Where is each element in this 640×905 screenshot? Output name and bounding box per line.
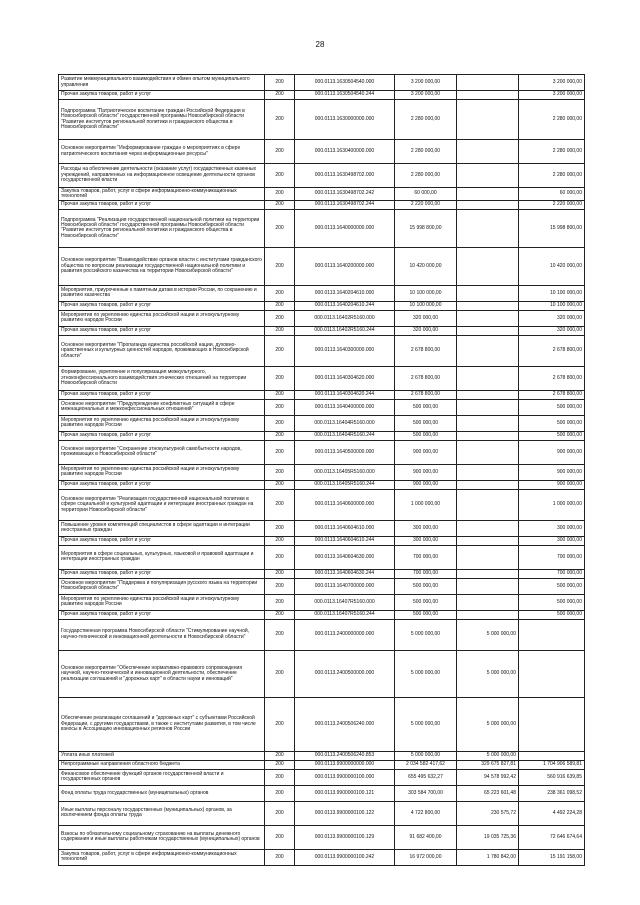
row-code: 200: [265, 91, 295, 100]
row-kbk: 000.0113.1640400000.000: [295, 399, 395, 415]
row-code: 200: [265, 489, 295, 520]
row-executed-amount: [457, 75, 519, 91]
table-row: [59, 390, 585, 399]
row-code: 200: [265, 399, 295, 415]
row-remaining-amount: 300 000,00: [519, 520, 585, 536]
row-remaining-amount: 300 000,00: [519, 536, 585, 545]
table-row: [59, 285, 585, 301]
row-kbk: 000.0113.1630400000.000: [295, 140, 395, 164]
row-name: Мероприятия по укреплению единства российской нации и этнокультурному развитию народов России: [59, 310, 265, 326]
row-executed-amount: [457, 610, 519, 619]
row-kbk: 000.0113.16404R5160.000: [295, 415, 395, 431]
row-executed-amount: [457, 520, 519, 536]
row-remaining-amount: 500 000,00: [519, 431, 585, 440]
row-executed-amount: [457, 431, 519, 440]
row-remaining-amount: 2 678 800,00: [519, 335, 585, 366]
row-remaining-amount: [519, 751, 585, 760]
row-name: Основное мероприятие "Реализация государственной национальной политики в сфере социальной и культурной адаптации и интеграции иностранных граждан на территории Новосибирской области": [59, 489, 265, 520]
row-approved-amount: 2 678 800,00: [395, 366, 457, 390]
row-approved-amount: 2 280 000,00: [395, 140, 457, 164]
row-kbk: 000.0113.1640500000.000: [295, 440, 395, 464]
row-executed-amount: [457, 200, 519, 209]
row-name: Взносы по обязательному социальному страхованию на выплаты денежного содержания и иные выплаты работникам государственных (муниципальных) органов: [59, 825, 265, 849]
row-approved-amount: 320 000,00: [395, 310, 457, 326]
row-kbk: 000.0113.1640604630.244: [295, 569, 395, 578]
row-approved-amount: 91 682 400,00: [395, 825, 457, 849]
row-code: 200: [265, 569, 295, 578]
row-kbk: 000.0113.9900000100.121: [295, 785, 395, 801]
row-executed-amount: [457, 326, 519, 335]
row-executed-amount: 1 780 842,00: [457, 849, 519, 865]
row-code: 200: [265, 801, 295, 825]
row-remaining-amount: 500 000,00: [519, 415, 585, 431]
row-executed-amount: [457, 536, 519, 545]
row-approved-amount: 4 722 800,00: [395, 801, 457, 825]
row-executed-amount: [457, 489, 519, 520]
row-executed-amount: [457, 464, 519, 480]
row-kbk: 000.0113.1630498702.244: [295, 200, 395, 209]
row-executed-amount: 5 000 000,00: [457, 619, 519, 650]
row-kbk: 000.0113.9900000100.122: [295, 801, 395, 825]
row-code: 200: [265, 825, 295, 849]
table-row: [59, 480, 585, 489]
row-code: 200: [265, 140, 295, 164]
row-kbk: 000.0113.1630000000.000: [295, 100, 395, 140]
row-approved-amount: 500 000,00: [395, 431, 457, 440]
row-executed-amount: [457, 310, 519, 326]
table-row: [59, 610, 585, 619]
row-approved-amount: 5 000 000,00: [395, 697, 457, 751]
row-kbk: 000.0113.16404R5160.244: [295, 431, 395, 440]
row-name: Обеспечение реализации соглашений и "дорожных карт" с субъектами Российской Федерации, с другими государствами, в также с институтами развития, в том числе взносы в Ассоциацию инновационных регионов России: [59, 697, 265, 751]
row-kbk: 000.0113.16407R5160.000: [295, 594, 395, 610]
row-name: Основное мероприятие "Пропаганда единства российской нации, духовно-нравственных и культурных ценностей народов, проживающих в Новосибирской области": [59, 335, 265, 366]
row-approved-amount: 500 000,00: [395, 415, 457, 431]
row-name: Прочая закупка товаров, работ и услуг: [59, 480, 265, 489]
row-name: Формирование, укрепление и популяризация межкультурного, этноконфессионального взаимодействия этнических отношений на территории Новосибирской области: [59, 366, 265, 390]
row-name: Прочая закупка товаров, работ и услуг: [59, 390, 265, 399]
table-row: [59, 75, 585, 91]
row-approved-amount: 2 280 000,00: [395, 164, 457, 188]
table-row: [59, 545, 585, 569]
row-executed-amount: [457, 390, 519, 399]
row-remaining-amount: 2 678 800,00: [519, 366, 585, 390]
row-remaining-amount: 60 000,00: [519, 188, 585, 201]
row-kbk: 000.0113.1640204610.000: [295, 285, 395, 301]
row-kbk: 000.0113.1630498702.242: [295, 188, 395, 201]
row-approved-amount: 10 100 000,00: [395, 301, 457, 310]
row-name: Непрограммные направления областного бюджета: [59, 760, 265, 769]
row-executed-amount: [457, 399, 519, 415]
row-name: Прочая закупка товаров, работ и услуг: [59, 431, 265, 440]
row-approved-amount: 700 000,00: [395, 545, 457, 569]
row-code: 200: [265, 440, 295, 464]
row-approved-amount: 2 280 000,00: [395, 100, 457, 140]
row-code: 200: [265, 301, 295, 310]
row-approved-amount: 3 200 000,00: [395, 75, 457, 91]
row-remaining-amount: 10 420 000,00: [519, 247, 585, 285]
row-code: 200: [265, 480, 295, 489]
row-executed-amount: [457, 545, 519, 569]
table-row: [59, 578, 585, 594]
row-code: 200: [265, 100, 295, 140]
row-kbk: 000.0113.9900000100.000: [295, 769, 395, 785]
row-kbk: 000.0113.16405R5160.244: [295, 480, 395, 489]
row-remaining-amount: 4 492 224,28: [519, 801, 585, 825]
table-row: [59, 326, 585, 335]
table-row: [59, 200, 585, 209]
row-kbk: 000.0113.1640604630.000: [295, 545, 395, 569]
row-code: 200: [265, 285, 295, 301]
row-kbk: 000.0113.1640604610.244: [295, 536, 395, 545]
row-remaining-amount: 500 000,00: [519, 594, 585, 610]
row-name: Мероприятия по укреплению единства российской нации и этнокультурному развитию народов России: [59, 415, 265, 431]
row-name: Основное мероприятие "Информирование граждан о мероприятиях в сфере патриотического воспитания через информационные ресурсы": [59, 140, 265, 164]
budget-table-body: [59, 75, 585, 866]
row-remaining-amount: 560 916 639,85: [519, 769, 585, 785]
row-code: 200: [265, 200, 295, 209]
row-name: Прочая закупка товаров, работ и услуг: [59, 569, 265, 578]
row-approved-amount: 700 000,00: [395, 569, 457, 578]
row-name: Финансовое обеспечение функций органов государственной власти и государственных органов: [59, 769, 265, 785]
table-row: [59, 440, 585, 464]
table-row: [59, 801, 585, 825]
row-name: Основное мероприятие "Сохранение этнокультурной самобытности народов, проживающих в Новосибирской области": [59, 440, 265, 464]
row-approved-amount: 500 000,00: [395, 594, 457, 610]
row-code: 200: [265, 520, 295, 536]
row-kbk: 000.0113.1640300000.000: [295, 335, 395, 366]
row-code: 200: [265, 751, 295, 760]
row-remaining-amount: 500 000,00: [519, 578, 585, 594]
row-code: 200: [265, 75, 295, 91]
row-code: 200: [265, 536, 295, 545]
row-approved-amount: 5 000 000,00: [395, 751, 457, 760]
row-approved-amount: 655 495 632,27: [395, 769, 457, 785]
row-code: 200: [265, 415, 295, 431]
row-remaining-amount: 900 000,00: [519, 464, 585, 480]
row-name: Прочая закупка товаров, работ и услуг: [59, 536, 265, 545]
row-executed-amount: [457, 164, 519, 188]
row-approved-amount: 10 420 000,00: [395, 247, 457, 285]
row-executed-amount: [457, 188, 519, 201]
row-kbk: 000.0113.1640000000.000: [295, 209, 395, 247]
row-executed-amount: [457, 415, 519, 431]
table-row: [59, 91, 585, 100]
row-remaining-amount: 700 000,00: [519, 545, 585, 569]
row-executed-amount: [457, 140, 519, 164]
row-executed-amount: 5 000 000,00: [457, 650, 519, 697]
row-approved-amount: 900 000,00: [395, 464, 457, 480]
row-name: Расходы на обеспечение деятельности (оказание услуг) государственных казенных учреждений, направленных на информационное освещение деятельности органов государственной власти: [59, 164, 265, 188]
row-remaining-amount: 15 191 158,00: [519, 849, 585, 865]
row-executed-amount: [457, 440, 519, 464]
row-name: Мероприятия по укреплению единства российской нации и этнокультурному развитию народов России: [59, 594, 265, 610]
row-code: 200: [265, 594, 295, 610]
table-row: [59, 785, 585, 801]
row-approved-amount: 5 000 000,00: [395, 650, 457, 697]
row-executed-amount: [457, 594, 519, 610]
row-approved-amount: 900 000,00: [395, 440, 457, 464]
row-kbk: 000.0113.16402R5160.000: [295, 310, 395, 326]
table-row: [59, 164, 585, 188]
row-code: 200: [265, 188, 295, 201]
table-row: [59, 536, 585, 545]
row-remaining-amount: [519, 650, 585, 697]
table-row: [59, 366, 585, 390]
budget-table: [58, 74, 585, 866]
row-name: Закупка товаров, работ, услуг в сфере информационно-коммуникационных технологий: [59, 188, 265, 201]
table-row: [59, 849, 585, 865]
row-code: 200: [265, 366, 295, 390]
row-name: Прочая закупка товаров, работ и услуг: [59, 301, 265, 310]
row-name: Основное мероприятие "Обеспечение нормативно-правового сопровождения научной, научно-технической и инновационной деятельности, обеспечение реализации соглашений и "дорожных карт" в области науки и инноваций": [59, 650, 265, 697]
row-remaining-amount: 320 000,00: [519, 326, 585, 335]
row-approved-amount: 60 000,00: [395, 188, 457, 201]
row-approved-amount: 16 972 000,00: [395, 849, 457, 865]
row-code: 200: [265, 760, 295, 769]
row-kbk: 000.0113.1630498702.000: [295, 164, 395, 188]
table-row: [59, 310, 585, 326]
row-code: 200: [265, 326, 295, 335]
table-row: [59, 335, 585, 366]
row-kbk: 000.0113.1640604610.000: [295, 520, 395, 536]
row-kbk: 000.0113.2400506240.853: [295, 751, 395, 760]
row-kbk: 000.0113.1640304620.244: [295, 390, 395, 399]
row-name: Государственная программа Новосибирской области "Стимулирование научной, научно-технической и инновационной деятельности в Новосибирской области": [59, 619, 265, 650]
row-executed-amount: [457, 335, 519, 366]
row-remaining-amount: 3 200 000,00: [519, 75, 585, 91]
row-approved-amount: 500 000,00: [395, 578, 457, 594]
table-row: [59, 619, 585, 650]
table-row: [59, 569, 585, 578]
row-remaining-amount: 700 000,00: [519, 569, 585, 578]
row-remaining-amount: 10 100 000,00: [519, 301, 585, 310]
row-code: 200: [265, 849, 295, 865]
row-kbk: 000.0113.9900000000.000: [295, 760, 395, 769]
table-row: [59, 247, 585, 285]
table-row: [59, 751, 585, 760]
row-approved-amount: 10 100 000,00: [395, 285, 457, 301]
row-kbk: 000.0113.1640200000.000: [295, 247, 395, 285]
row-executed-amount: [457, 100, 519, 140]
row-name: Фонд оплаты труда государственных (муниципальных) органов: [59, 785, 265, 801]
table-row: [59, 431, 585, 440]
row-code: 200: [265, 785, 295, 801]
row-approved-amount: 303 584 700,00: [395, 785, 457, 801]
table-row: [59, 415, 585, 431]
row-remaining-amount: 500 000,00: [519, 610, 585, 619]
row-approved-amount: 3 200 000,00: [395, 91, 457, 100]
row-remaining-amount: 2 280 000,00: [519, 100, 585, 140]
table-row: [59, 489, 585, 520]
row-kbk: 000.0113.9900000100.242: [295, 849, 395, 865]
row-code: 200: [265, 464, 295, 480]
row-name: Подпрограмма "Реализация государственной национальной политики на территории Новосибирской области" государственной программы Новосибирской области "Развитие институтов региональной политики и гражданского общества в Новосибирской области": [59, 209, 265, 247]
row-name: Подпрограмма "Патриотическое воспитание граждан Российской Федерации в Новосибирской области" государственной программы Новосибирской области "Развитие институтов региональной политики и гражданского общества в Новосибирской области": [59, 100, 265, 140]
row-name: Закупка товаров, работ, услуг в сфере информационно-коммуникационных технологий: [59, 849, 265, 865]
table-row: [59, 140, 585, 164]
row-remaining-amount: 900 000,00: [519, 480, 585, 489]
row-kbk: 000.0113.2400500000.000: [295, 650, 395, 697]
table-row: [59, 188, 585, 201]
row-code: 200: [265, 650, 295, 697]
row-executed-amount: 94 578 992,42: [457, 769, 519, 785]
row-remaining-amount: [519, 697, 585, 751]
row-executed-amount: 329 675 827,81: [457, 760, 519, 769]
row-code: 200: [265, 431, 295, 440]
row-name: Повышение уровня компетенций специалистов в сфере адаптации и интеграции иностранных граждан: [59, 520, 265, 536]
row-remaining-amount: 2 280 000,00: [519, 140, 585, 164]
row-code: 200: [265, 545, 295, 569]
row-kbk: 000.0113.1640700000.000: [295, 578, 395, 594]
row-name: Развитие межмуниципального взаимодействия и обмен опытом муниципального управления: [59, 75, 265, 91]
table-row: [59, 650, 585, 697]
row-kbk: 000.0113.9900000100.129: [295, 825, 395, 849]
row-executed-amount: 230 575,72: [457, 801, 519, 825]
table-row: [59, 301, 585, 310]
row-executed-amount: [457, 247, 519, 285]
row-remaining-amount: 500 000,00: [519, 399, 585, 415]
row-remaining-amount: 10 100 000,00: [519, 285, 585, 301]
row-remaining-amount: 72 646 674,64: [519, 825, 585, 849]
row-code: 200: [265, 610, 295, 619]
row-kbk: 000.0113.1640600000.000: [295, 489, 395, 520]
row-executed-amount: [457, 578, 519, 594]
table-row: [59, 520, 585, 536]
row-name: Прочая закупка товаров, работ и услуг: [59, 326, 265, 335]
row-executed-amount: [457, 301, 519, 310]
row-name: Мероприятия в сфере социальных, культурных, языковой и правовой адаптации и интеграции иностранных граждан: [59, 545, 265, 569]
row-name: Основное мероприятие "Поддержка и популяризация русского языка на территории Новосибирской области": [59, 578, 265, 594]
row-name: Прочая закупка товаров, работ и услуг: [59, 610, 265, 619]
row-code: 200: [265, 619, 295, 650]
row-remaining-amount: 320 000,00: [519, 310, 585, 326]
row-approved-amount: 900 000,00: [395, 480, 457, 489]
table-row: [59, 399, 585, 415]
row-code: 200: [265, 390, 295, 399]
row-executed-amount: [457, 209, 519, 247]
row-name: Прочая закупка товаров, работ и услуг: [59, 91, 265, 100]
row-name: Иные выплаты персоналу государственных (муниципальных) органов, за исключением фонда оплаты труда: [59, 801, 265, 825]
row-executed-amount: [457, 480, 519, 489]
table-row: [59, 594, 585, 610]
row-approved-amount: 2 678 800,00: [395, 335, 457, 366]
row-name: Основное мероприятие "Взаимодействие органов власти с институтами гражданского общества по вопросам реализации государственной национальной политики и развития российского казачества на территории Новосибирской области": [59, 247, 265, 285]
row-approved-amount: 320 000,00: [395, 326, 457, 335]
row-remaining-amount: 238 361 098,52: [519, 785, 585, 801]
row-kbk: 000.0113.1630504540.244: [295, 91, 395, 100]
table-row: [59, 760, 585, 769]
row-approved-amount: 500 000,00: [395, 399, 457, 415]
row-kbk: 000.0113.16407R5160.244: [295, 610, 395, 619]
row-kbk: 000.0113.16405R5160.000: [295, 464, 395, 480]
row-executed-amount: [457, 91, 519, 100]
table-row: [59, 100, 585, 140]
row-executed-amount: 65 223 601,48: [457, 785, 519, 801]
row-code: 200: [265, 310, 295, 326]
row-kbk: 000.0113.2400000000.000: [295, 619, 395, 650]
row-approved-amount: 2 678 800,00: [395, 390, 457, 399]
row-executed-amount: [457, 569, 519, 578]
row-kbk: 000.0113.2400506240.000: [295, 697, 395, 751]
row-remaining-amount: [519, 619, 585, 650]
table-row: [59, 209, 585, 247]
row-approved-amount: 300 000,00: [395, 536, 457, 545]
row-kbk: 000.0113.1640304620.000: [295, 366, 395, 390]
row-name: Основное мероприятие "Предупреждение конфликтных ситуаций в сфере межнациональных и межконфессиональных отношений": [59, 399, 265, 415]
row-name: Прочая закупка товаров, работ и услуг: [59, 200, 265, 209]
row-remaining-amount: 2 220 000,00: [519, 200, 585, 209]
row-remaining-amount: 15 998 800,00: [519, 209, 585, 247]
row-executed-amount: 5 000 000,00: [457, 697, 519, 751]
row-remaining-amount: 900 000,00: [519, 440, 585, 464]
page-number: 28: [315, 40, 325, 49]
row-code: 200: [265, 578, 295, 594]
row-remaining-amount: 1 704 906 589,81: [519, 760, 585, 769]
row-code: 200: [265, 247, 295, 285]
row-approved-amount: 15 998 800,00: [395, 209, 457, 247]
row-executed-amount: [457, 366, 519, 390]
row-executed-amount: 19 035 725,36: [457, 825, 519, 849]
row-name: Уплата иных платежей: [59, 751, 265, 760]
row-code: 200: [265, 769, 295, 785]
row-approved-amount: 5 000 000,00: [395, 619, 457, 650]
row-executed-amount: [457, 285, 519, 301]
row-kbk: 000.0113.1640204610.244: [295, 301, 395, 310]
row-name: Мероприятия по укреплению единства российской нации и этнокультурному развитию народов России: [59, 464, 265, 480]
row-remaining-amount: 2 678 800,00: [519, 390, 585, 399]
row-code: 200: [265, 697, 295, 751]
row-code: 200: [265, 164, 295, 188]
row-code: 200: [265, 335, 295, 366]
table-row: [59, 825, 585, 849]
row-remaining-amount: 3 200 000,00: [519, 91, 585, 100]
row-approved-amount: 300 000,00: [395, 520, 457, 536]
row-remaining-amount: 1 000 000,00: [519, 489, 585, 520]
table-row: [59, 464, 585, 480]
row-executed-amount: 5 000 000,00: [457, 751, 519, 760]
row-approved-amount: 1 000 000,00: [395, 489, 457, 520]
row-approved-amount: 2 220 000,00: [395, 200, 457, 209]
row-code: 200: [265, 209, 295, 247]
row-remaining-amount: 2 280 000,00: [519, 164, 585, 188]
table-row: [59, 769, 585, 785]
table-row: [59, 697, 585, 751]
row-approved-amount: 500 000,00: [395, 610, 457, 619]
row-kbk: 000.0113.1630504540.000: [295, 75, 395, 91]
row-kbk: 000.0113.16402R5160.244: [295, 326, 395, 335]
row-approved-amount: 2 034 582 417,62: [395, 760, 457, 769]
row-name: Мероприятия, приуроченные к памятным датам в истории России, по сохранению и развитию казачества: [59, 285, 265, 301]
